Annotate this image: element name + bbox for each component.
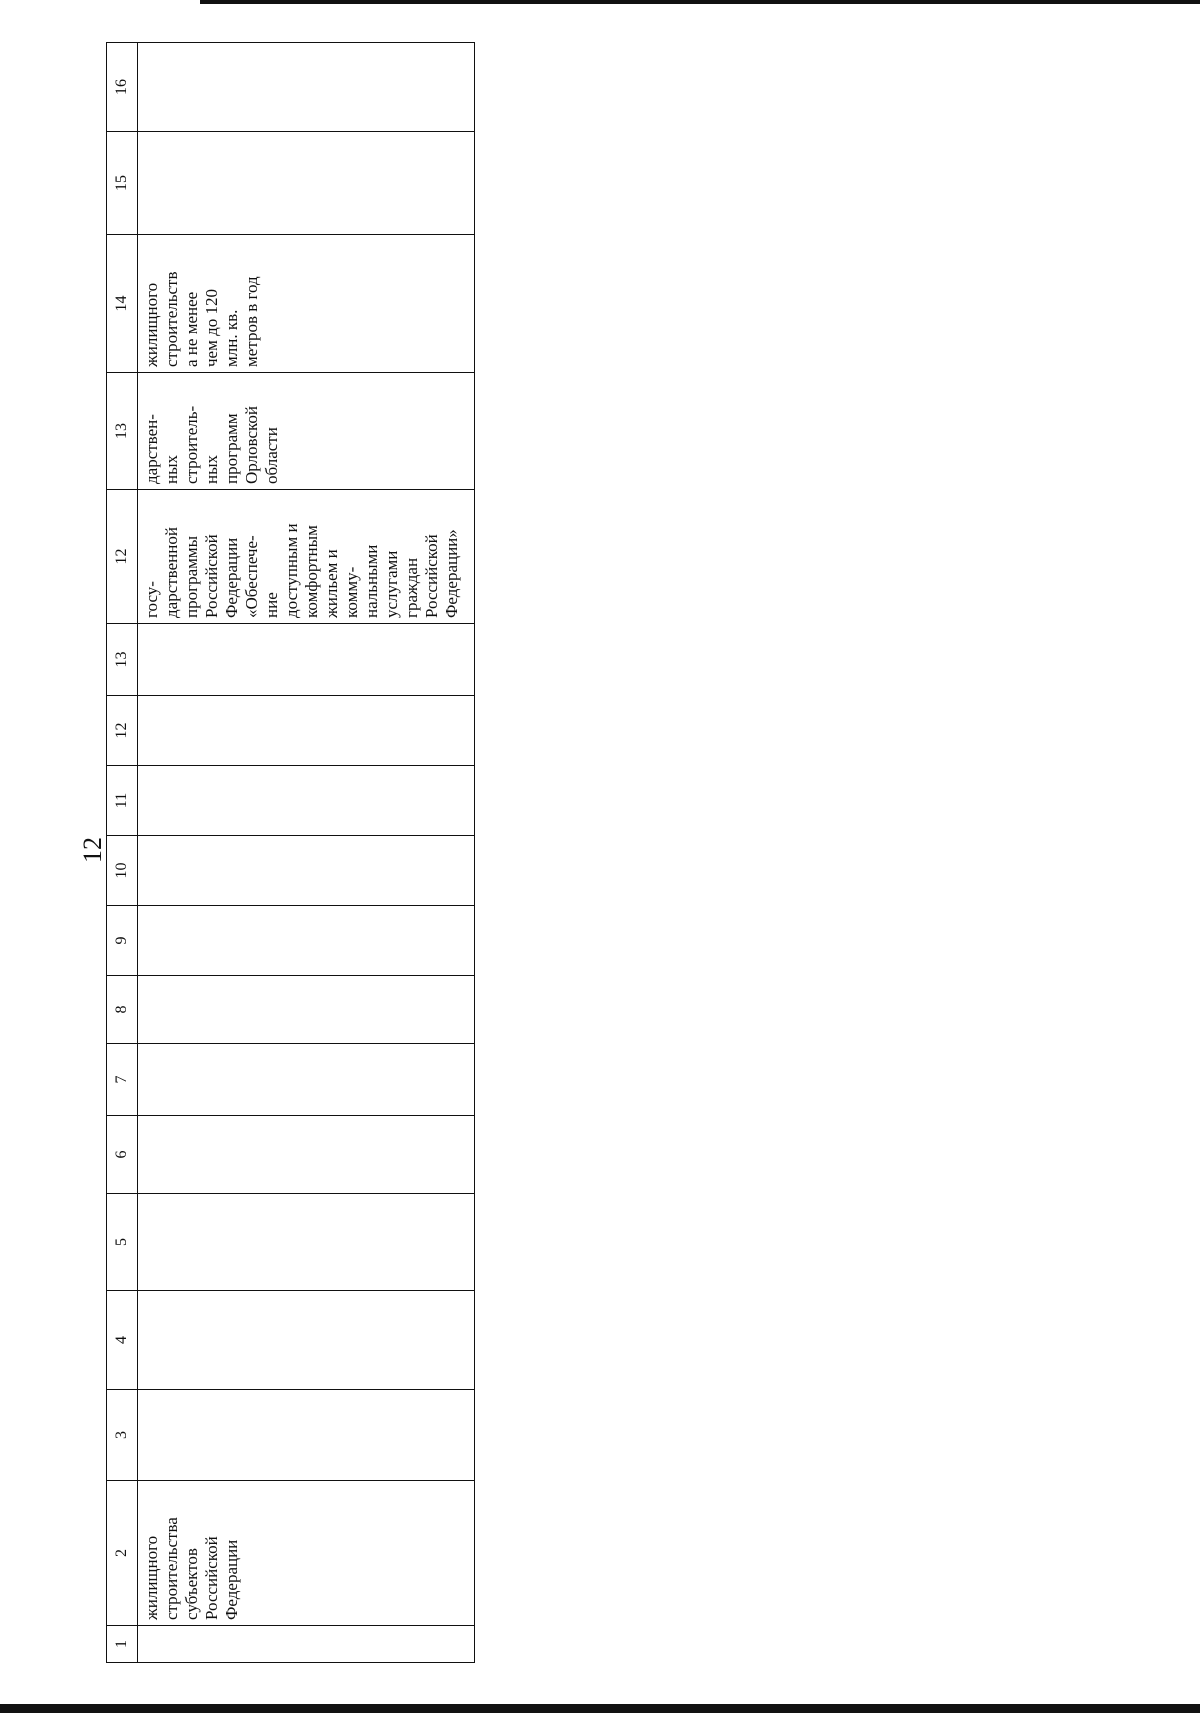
table-cell [138, 976, 475, 1044]
table-cell: жилищного строительства субъектов Российской Федерации [138, 1481, 475, 1626]
table-cell [138, 1044, 475, 1116]
column-header: 8 [107, 976, 138, 1044]
table-cell [138, 132, 475, 235]
table-cell [138, 624, 475, 696]
page-number: 12 [78, 837, 107, 863]
column-header: 15 [107, 132, 138, 235]
column-header: 3 [107, 1390, 138, 1481]
column-header: 16 [107, 43, 138, 132]
column-header: 12 [107, 696, 138, 766]
table-cell [138, 766, 475, 836]
table-cell [138, 43, 475, 132]
column-header: 7 [107, 1044, 138, 1116]
column-header: 6 [107, 1116, 138, 1194]
table-header-row [107, 43, 138, 1663]
table-cell [138, 906, 475, 976]
column-header: 2 [107, 1481, 138, 1626]
table-rotated-wrapper [106, 43, 475, 1663]
column-header: 12 [107, 490, 138, 624]
table-cell [138, 696, 475, 766]
column-header: 1 [107, 1626, 138, 1663]
table-cell [138, 1390, 475, 1481]
table-cell: дарствен- ных строитель- ных программ Орловской области [138, 373, 475, 490]
table-cell: госу- дарственной программы Российской Федерации «Обеспече- ние доступным и комфортным жильем и комму- нальными услугами граждан Российской Федерации» [138, 490, 475, 624]
scan-edge-bottom [0, 1704, 1200, 1713]
table-row [138, 43, 475, 1663]
column-header: 5 [107, 1194, 138, 1291]
table-cell [138, 1194, 475, 1291]
column-header: 13 [107, 373, 138, 490]
column-header: 9 [107, 906, 138, 976]
column-header: 4 [107, 1291, 138, 1390]
table-cell [138, 1116, 475, 1194]
table-cell [138, 1291, 475, 1390]
data-table [106, 42, 475, 1663]
column-header: 13 [107, 624, 138, 696]
column-header: 14 [107, 235, 138, 373]
table-cell: жилищного строительств а не менее чем до 120 млн. кв. метров в год [138, 235, 475, 373]
column-header: 10 [107, 836, 138, 906]
column-header: 11 [107, 766, 138, 836]
scan-edge-top [200, 0, 1200, 4]
table-cell [138, 1626, 475, 1663]
table-cell [138, 836, 475, 906]
